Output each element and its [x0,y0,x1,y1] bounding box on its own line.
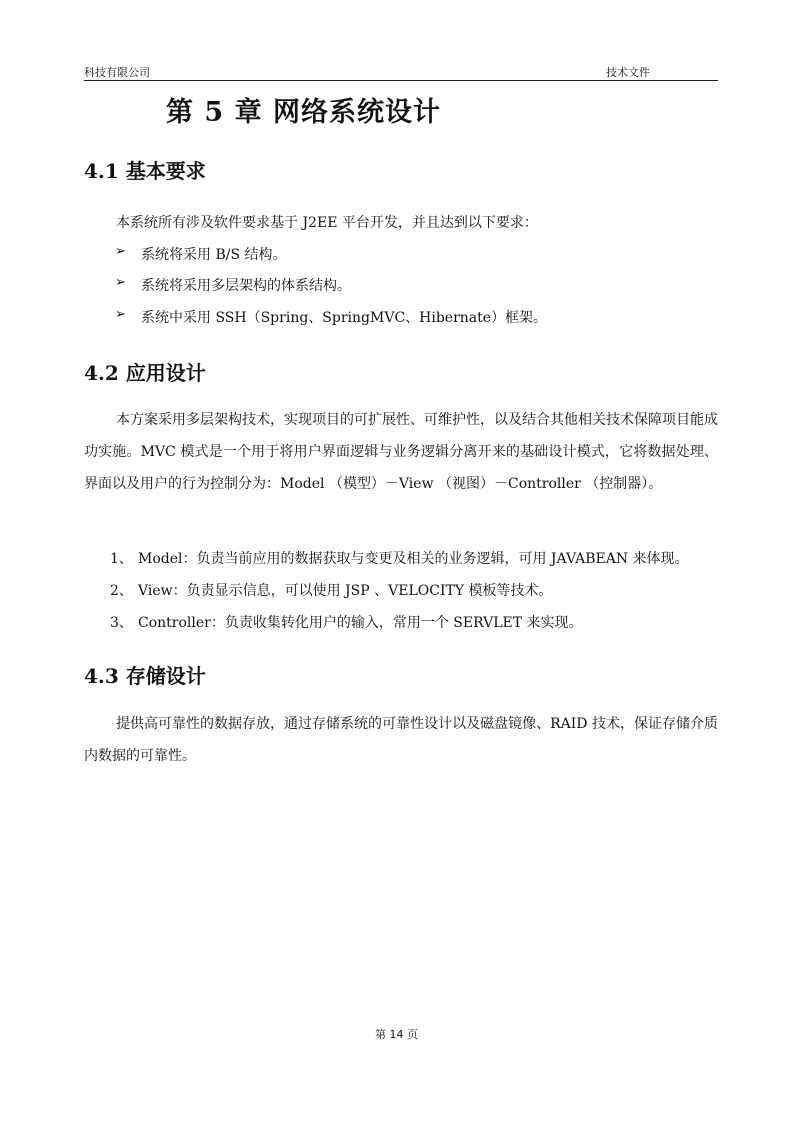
numbered-item-text: Model：负责当前应用的数据获取与变更及相关的业务逻辑，可用 JAVABEAN 来体现。 [138,551,689,567]
section-title-4-1: 4.1 基本要求 [84,159,206,183]
numbered-item-text: Controller：负责收集转化用户的输入，常用一个 SERVLET 来实现。 [138,615,583,631]
section-title-4-2: 4.2 应用设计 [84,361,206,385]
bullet-arrow-icon: ➢ [115,244,126,259]
header-doc-type: 技术文件 [606,66,650,79]
bullet-item: 系统中采用 SSH（Spring、SpringMVC、Hibernate）框架。 [141,310,548,326]
numbered-item-number: 1、 [110,551,133,567]
numbered-item-number: 2、 [110,583,133,599]
numbered-item-number: 3、 [110,615,133,631]
section-4-3-paragraph: 提供高可靠性的数据存放，通过存储系统的可靠性设计以及磁盘镜像、RAID 技术，保证存储介质内数据的可靠性。 [84,716,718,764]
numbered-item-text: View：负责显示信息，可以使用 JSP 、VELOCITY 模板等技术。 [138,583,553,599]
bullet-item: 系统将采用多层架构的体系结构。 [141,278,351,294]
section-4-2-paragraph: 本方案采用多层架构技术，实现项目的可扩展性、可维护性，以及结合其他相关技术保障项目能成功实施。MVC 模式是一个用于将用户界面逻辑与业务逻辑分离开来的基础设计模式，它将数据处理、界面以及用户的行为控制分为：Model （模型）－View （视图）－Controller （控制器）。 [84,412,718,492]
bullet-arrow-icon: ➢ [115,307,126,322]
page-header [84,62,718,81]
chapter-title: 第 5 章 网络系统设计 [166,97,441,128]
section-title-4-3: 4.3 存储设计 [84,664,206,688]
bullet-arrow-icon: ➢ [115,275,126,290]
page-number: 第 14 页 [375,1028,418,1041]
header-company: 科技有限公司 [84,66,150,79]
section-4-1-intro: 本系统所有涉及软件要求基于 J2EE 平台开发，并且达到以下要求： [116,215,538,231]
bullet-item: 系统将采用 B/S 结构。 [141,247,287,263]
